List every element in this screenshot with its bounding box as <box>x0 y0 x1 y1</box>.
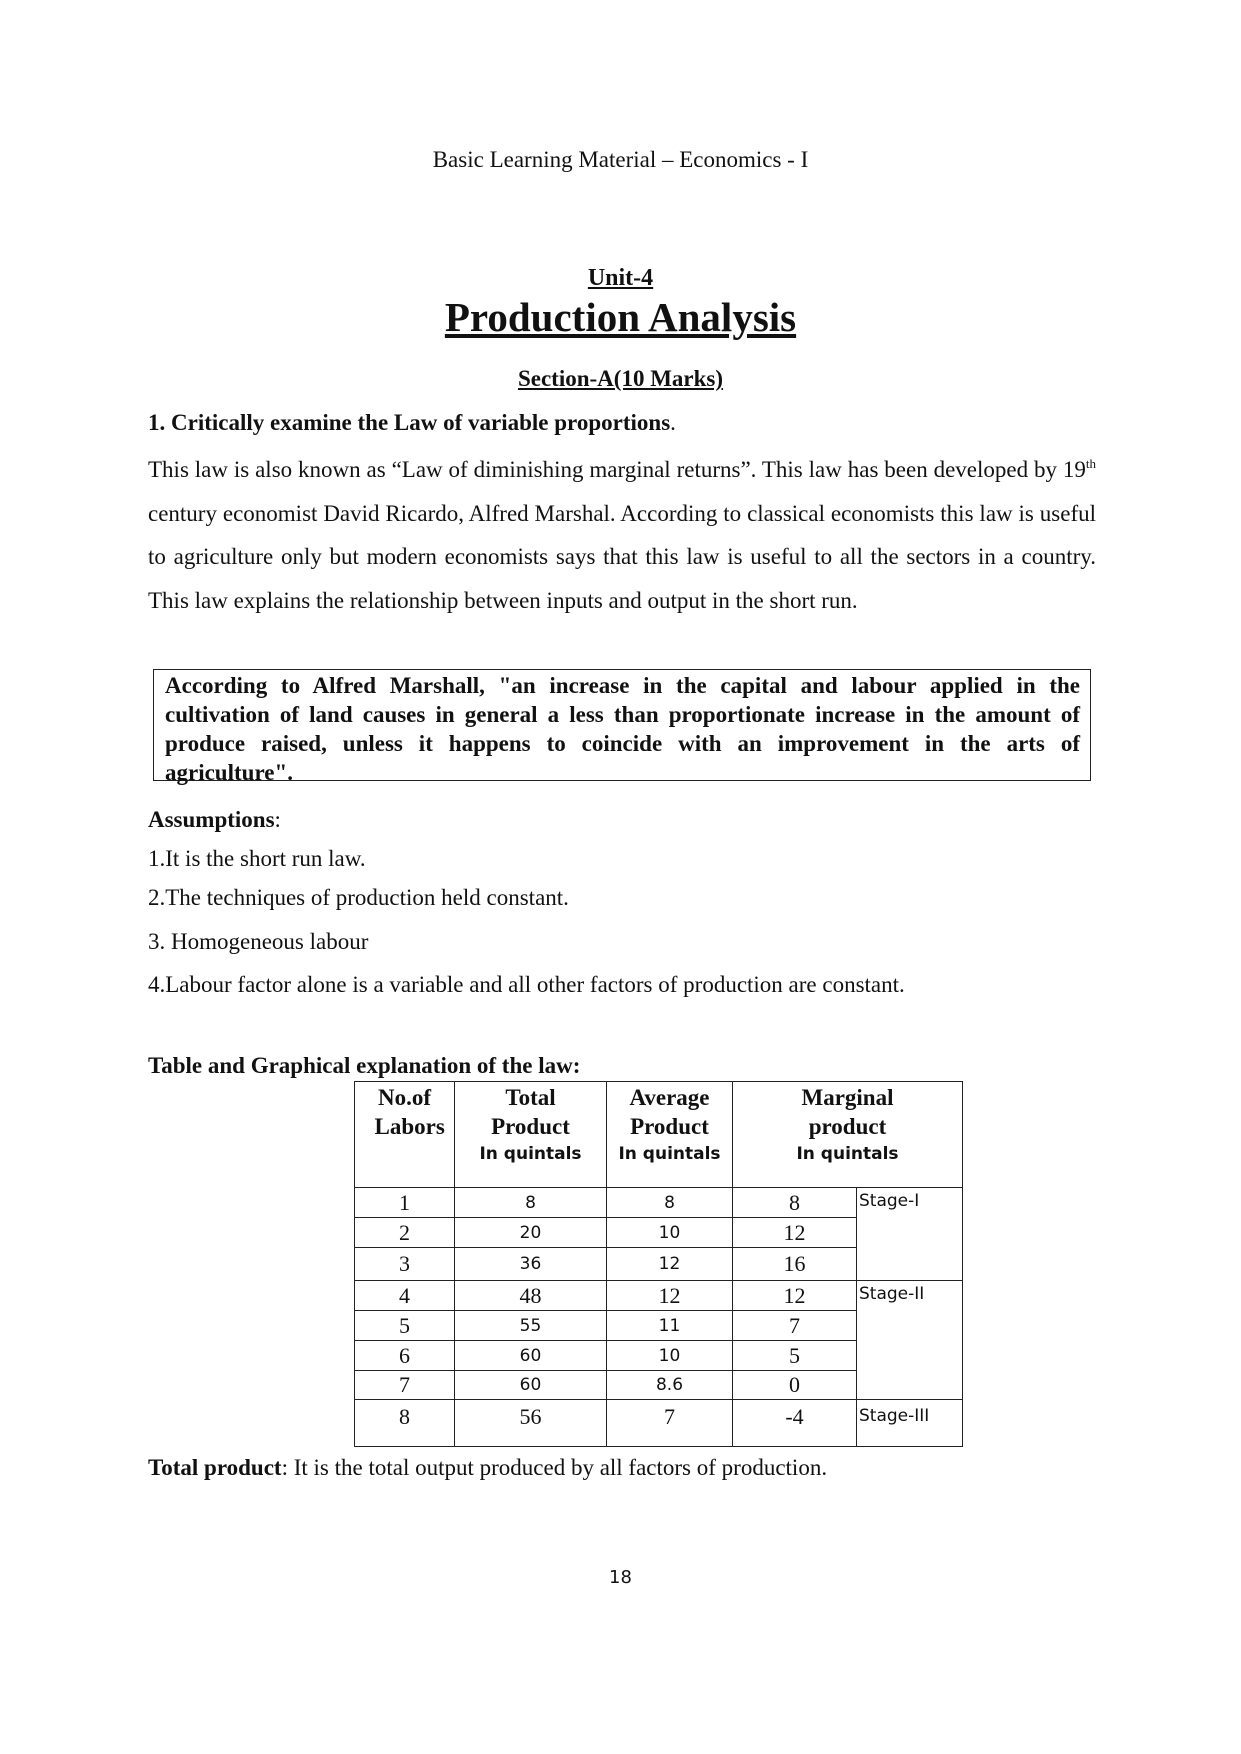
stage-label: Stage-III <box>857 1400 963 1447</box>
cell-marginal-product: 7 <box>733 1311 857 1341</box>
paragraph-superscript: th <box>1085 456 1096 471</box>
cell-average-product: 12 <box>607 1281 733 1311</box>
assumptions-title: Assumptions <box>148 807 275 832</box>
header-labors <box>355 1082 455 1188</box>
page-number: 18 <box>609 1567 632 1588</box>
paragraph-part2: century economist David Ricardo, Alfred Marshal. According to classical economists this law is useful to agriculture only but modern economists says that this law is useful to all the sectors in a country. This law explains the relationship between inputs and output in the short run. <box>148 500 1096 613</box>
cell-average-product: 11 <box>607 1311 733 1341</box>
production-table <box>354 1081 963 1447</box>
header-marginal-product-text: Marginal product <box>801 1085 894 1139</box>
question-text: 1. Critically examine the Law of variable proportions <box>148 410 671 435</box>
cell-labors: 2 <box>355 1218 455 1248</box>
unit-label: Unit-4 <box>587 265 654 291</box>
header-average-product <box>607 1082 733 1188</box>
paragraph-part1: This law is also known as “Law of diminishing marginal returns”. This law has been developed by 19 <box>148 457 1086 482</box>
assumptions-heading <box>148 806 281 834</box>
stage-label: Stage-I <box>857 1188 963 1281</box>
cell-average-product: 8.6 <box>607 1371 733 1400</box>
cell-total-product: 60 <box>455 1341 607 1371</box>
cell-labors: 6 <box>355 1341 455 1371</box>
cell-total-product: 36 <box>455 1248 607 1281</box>
cell-total-product: 48 <box>455 1281 607 1311</box>
assumption-item: 3. Homogeneous labour <box>148 929 369 954</box>
cell-total-product: 55 <box>455 1311 607 1341</box>
cell-average-product: 10 <box>607 1341 733 1371</box>
stage-label: Stage-II <box>857 1281 963 1400</box>
cell-marginal-product: -4 <box>733 1400 857 1447</box>
cell-average-product: 12 <box>607 1248 733 1281</box>
table-title: Table and Graphical explanation of the law: <box>148 1053 581 1078</box>
table-row <box>355 1281 963 1311</box>
total-product-text: : It is the total output produced by all factors of production. <box>281 1455 828 1480</box>
assumptions-colon: : <box>274 807 281 832</box>
cell-average-product: 8 <box>607 1188 733 1218</box>
cell-labors: 8 <box>355 1400 455 1447</box>
page-title: Production Analysis <box>444 294 797 340</box>
table-row <box>355 1400 963 1447</box>
header-total-product-text: Total Product <box>491 1085 570 1139</box>
page-header: Basic Learning Material – Economics - I <box>432 147 809 172</box>
cell-total-product: 20 <box>455 1218 607 1248</box>
header-marginal-product-unit: In quintals <box>796 1144 899 1164</box>
cell-labors: 7 <box>355 1371 455 1400</box>
intro-paragraph <box>148 448 1096 622</box>
header-total-product <box>455 1082 607 1188</box>
cell-marginal-product: 8 <box>733 1188 857 1218</box>
cell-total-product: 8 <box>455 1188 607 1218</box>
cell-labors: 5 <box>355 1311 455 1341</box>
header-labors-text: No.of Labors <box>374 1085 445 1139</box>
section-heading: Section-A(10 Marks) <box>517 366 724 391</box>
question-heading <box>148 409 676 437</box>
cell-labors: 1 <box>355 1188 455 1218</box>
header-average-product-unit: In quintals <box>618 1144 721 1164</box>
cell-marginal-product: 16 <box>733 1248 857 1281</box>
table-row <box>355 1188 963 1218</box>
question-end: . <box>670 410 676 435</box>
cell-labors: 3 <box>355 1248 455 1281</box>
assumption-item: 1.It is the short run law. <box>148 846 366 871</box>
total-product-definition <box>148 1454 827 1482</box>
cell-marginal-product: 12 <box>733 1281 857 1311</box>
cell-average-product: 7 <box>607 1400 733 1447</box>
cell-total-product: 56 <box>455 1400 607 1447</box>
cell-labors: 4 <box>355 1281 455 1311</box>
total-product-term: Total product <box>148 1455 282 1480</box>
header-average-product-text: Average Product <box>629 1085 710 1139</box>
marshall-quote-box: According to Alfred Marshall, "an increase in the capital and labour applied in the cultivation of land causes in general a less than proportionate increase in the amount of produce raised, unless it happens to coincide with an improvement in the arts of agriculture". <box>153 669 1091 781</box>
cell-marginal-product: 0 <box>733 1371 857 1400</box>
assumption-item: 4.Labour factor alone is a variable and all other factors of production are constant. <box>148 972 905 997</box>
assumption-item: 2.The techniques of production held constant. <box>148 885 569 910</box>
header-total-product-unit: In quintals <box>479 1144 582 1164</box>
cell-marginal-product: 5 <box>733 1341 857 1371</box>
cell-average-product: 10 <box>607 1218 733 1248</box>
cell-total-product: 60 <box>455 1371 607 1400</box>
cell-marginal-product: 12 <box>733 1218 857 1248</box>
header-marginal-product <box>733 1082 963 1188</box>
table-header-row <box>355 1082 963 1188</box>
